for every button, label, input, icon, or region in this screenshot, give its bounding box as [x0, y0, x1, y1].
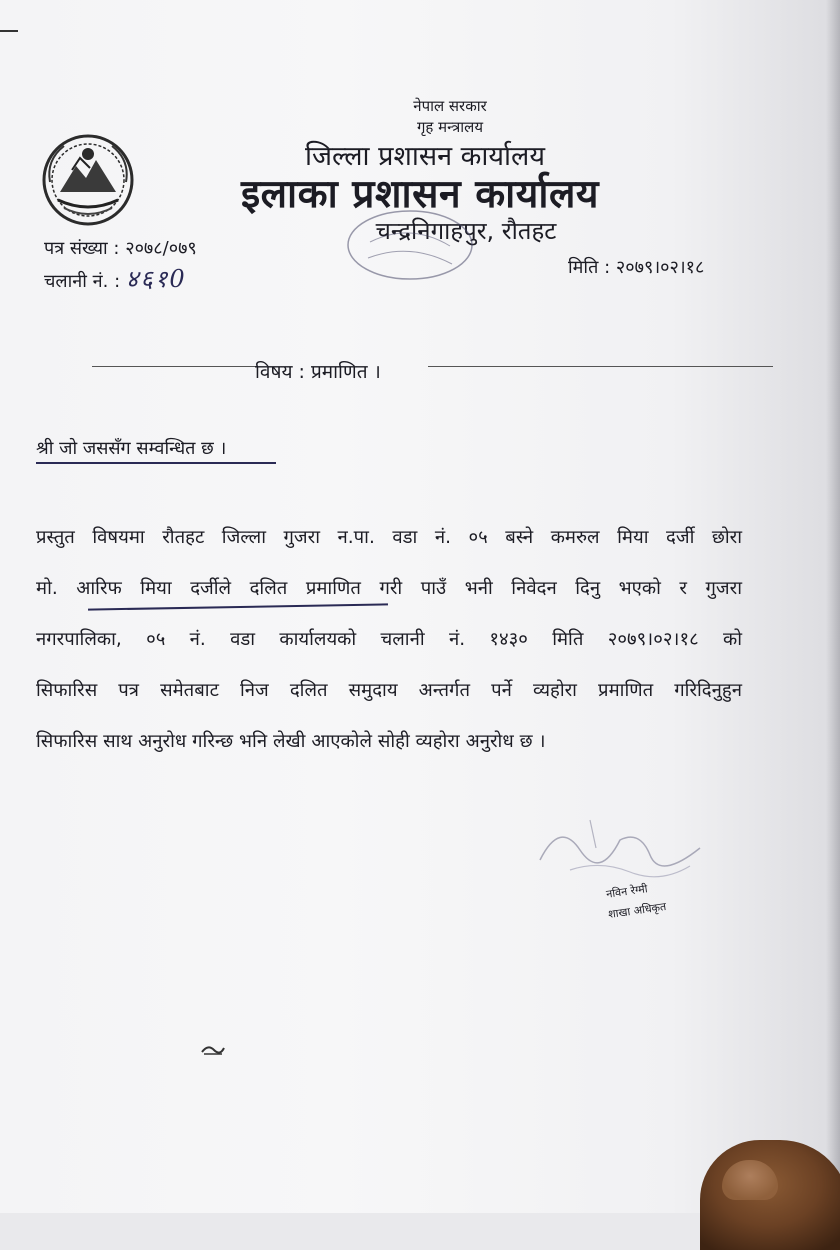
body-line: सिफारिस साथ अनुरोध गरिन्छ भनि लेखी आएकोले सोही व्यहोरा अनुरोध छ ।	[36, 731, 546, 752]
dispatch-number-value: ४६१0	[125, 265, 187, 293]
ministry-name: गृह मन्त्रालय	[416, 118, 484, 136]
body-line: प्रस्तुत विषयमा रौतहट जिल्ला गुजरा न.पा. वडा नं. ०५ बस्ने कमरुल मिया दर्जी छोरा	[36, 527, 742, 548]
office-location: चन्द्रनिगाहपुर, रौतहट	[375, 217, 557, 245]
letter-number-value: २०७८/०७९	[125, 238, 197, 259]
subject-line: विषय : प्रमाणित ।	[255, 361, 381, 383]
subject-rule-right	[428, 366, 773, 367]
dispatch-number	[44, 262, 187, 295]
subject-rule-left	[92, 366, 257, 367]
date-label: मिति :	[568, 257, 611, 278]
letter-date	[568, 255, 704, 279]
body-line: मो. आरिफ मिया दर्जीले दलित प्रमाणित गरी पाउँ भनी निवेदन दिनु भएको र गुजरा	[36, 578, 742, 599]
signatory-title: शाखा अधिकृत	[607, 899, 668, 922]
body-line: नगरपालिका, ०५ नं. वडा कार्यालयको चलानी नं. १४३० मिति २०७९।०२।१८ को	[36, 629, 742, 650]
body-line: सिफारिस पत्र समेतबाट निज दलित समुदाय अन्तर्गत पर्ने व्यहोरा प्रमाणित गरिदिनुहुन	[36, 680, 742, 701]
addressee-underline	[36, 462, 276, 464]
letter-body	[36, 512, 742, 767]
corner-mark	[0, 30, 18, 32]
district-office-name: जिल्ला प्रशासन कार्यालय	[305, 141, 545, 172]
date-value: २०७९।०२।१८	[615, 257, 705, 278]
signatory-name: नविन रेग्मी	[605, 882, 649, 901]
dispatch-number-label: चलानी नं. :	[44, 271, 121, 292]
area-office-name: इलाका प्रशासन कार्यालय	[240, 172, 600, 217]
ink-scribble	[198, 1040, 228, 1058]
addressee: श्री जो जससँग सम्वन्धित छ ।	[36, 438, 227, 459]
office-seal-stamp	[340, 202, 480, 288]
letter-number-label: पत्र संख्या :	[44, 238, 120, 259]
letter-number	[44, 236, 197, 260]
government-name: नेपाल सरकार	[413, 97, 487, 115]
